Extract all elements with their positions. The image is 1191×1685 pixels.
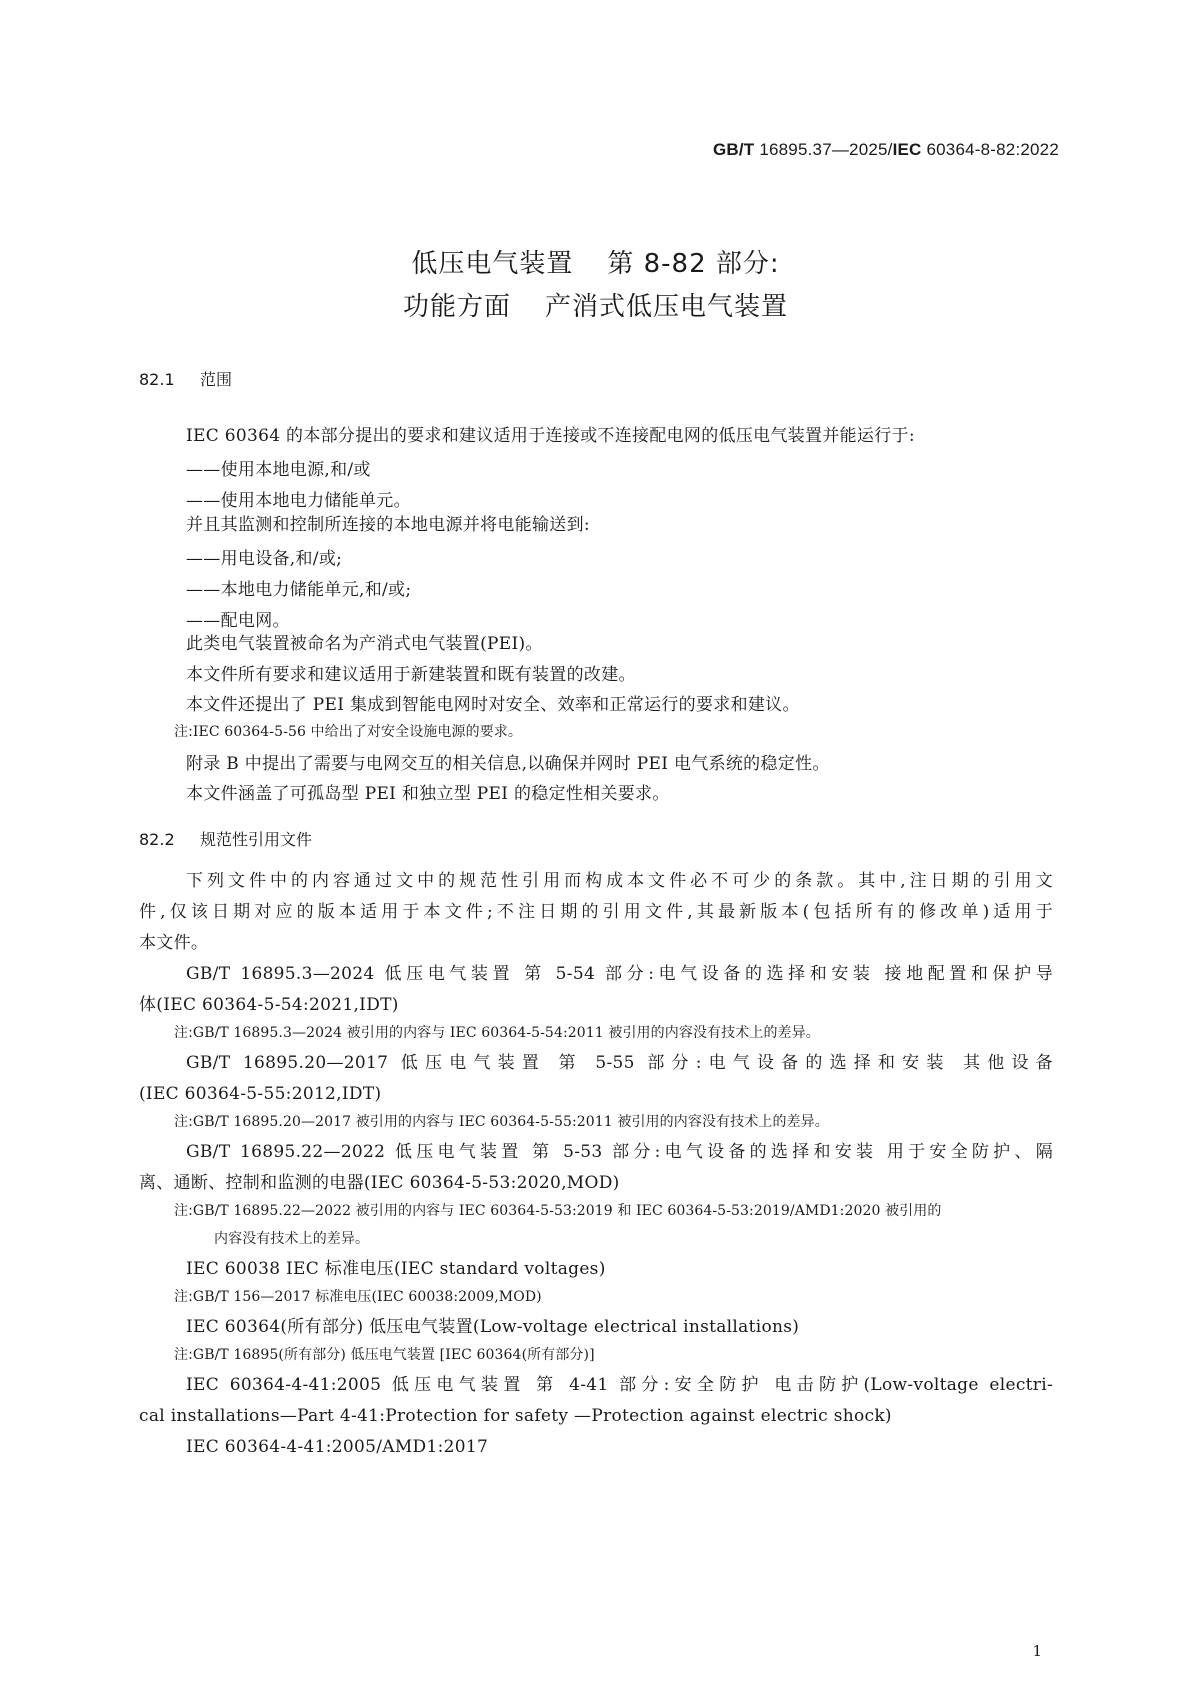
section-heading-references: [139, 827, 312, 850]
scope-paragraph: IEC 60364 的本部分提出的要求和建议适用于连接或不连接配电网的低压电气装置并能运行于:: [186, 426, 915, 446]
references-intro-line: [186, 866, 1053, 897]
references-intro-line: 件,仅该日期对应的版本适用于本文件;不注日期的引用文件,其最新版本(包括所有的修改单)适用于: [139, 902, 1053, 922]
paragraph: 本文件所有要求和建议适用于新建装置和既有装置的改建。: [186, 665, 636, 685]
section-number: 82.1: [139, 370, 175, 389]
section-number: 82.2: [139, 830, 175, 849]
note: [174, 718, 1054, 746]
code-prefix: GB/T: [712, 140, 755, 159]
note: [174, 1197, 1054, 1253]
note-text-cont: 内容没有技术上的差异。: [214, 1231, 370, 1247]
note-label: 注:: [174, 1025, 193, 1041]
paragraph: 并且其监测和控制所连接的本地电源并将电能输送到:: [186, 515, 590, 535]
note: [174, 1108, 1054, 1136]
paragraph: 本文件涵盖了可孤岛型 PEI 和独立型 PEI 的稳定性相关要求。: [186, 784, 670, 804]
reference-entry: GB/T 16895.20—2017 低压电气装置 第 5-55 部分:电气设备的选择和安装 其他设备: [186, 1053, 1053, 1073]
list-item: ——配电网。: [186, 611, 290, 631]
reference-entry-cont: 体(IEC 60364-5-54:2021,IDT): [139, 995, 399, 1015]
document-title: [0, 243, 1191, 329]
iec-prefix: IEC: [892, 140, 922, 159]
section-heading-scope: [139, 367, 232, 390]
note-label: 注:: [174, 1114, 193, 1130]
note-text: GB/T 156—2017 标准电压(IEC 60038:2009,MOD): [192, 1289, 542, 1305]
note-text: GB/T 16895(所有部分) 低压电气装置 [IEC 60364(所有部分)]: [192, 1347, 595, 1363]
references-intro-line: 本文件。: [139, 933, 209, 953]
note-label: 注:: [174, 1203, 193, 1219]
reference-entry: GB/T 16895.22—2022 低压电气装置 第 5-53 部分:电气设备的选择和安装 用于安全防护、隔: [186, 1142, 1053, 1162]
document-code: [713, 140, 1059, 160]
reference-entry: IEC 60364(所有部分) 低压电气装置(Low-voltage electrical installations): [186, 1317, 800, 1337]
note-text: GB/T 16895.22—2022 被引用的内容与 IEC 60364-5-53:2019 和 IEC 60364-5-53:2019/AMD1:2020 被引用的: [192, 1203, 942, 1219]
note-text: GB/T 16895.3—2024 被引用的内容与 IEC 60364-5-54:2011 被引用的内容没有技术上的差异。: [192, 1025, 820, 1041]
section-title: 规范性引用文件: [200, 830, 313, 849]
section-title: 范围: [200, 370, 233, 389]
code-number: 16895.37—2025/: [759, 140, 893, 159]
list-item: ——本地电力储能单元,和/或;: [186, 580, 412, 600]
note-label: 注:: [174, 1289, 193, 1305]
reference-entry-cont: cal installations—Part 4-41:Protection for safety —Protection against electric shock): [139, 1406, 892, 1426]
list-item: ——使用本地电源,和/或: [186, 460, 371, 480]
note: [174, 1283, 1054, 1311]
title-part-a: 低压电气装置: [411, 249, 574, 279]
page-number: 1: [1032, 1642, 1042, 1660]
reference-entry: IEC 60364-4-41:2005/AMD1:2017: [186, 1437, 489, 1457]
note-text: GB/T 16895.20—2017 被引用的内容与 IEC 60364-5-55:2011 被引用的内容没有技术上的差异。: [192, 1114, 829, 1130]
list-item: ——使用本地电力储能单元。: [186, 491, 411, 511]
note-text: IEC 60364-5-56 中给出了对安全设施电源的要求。: [192, 724, 523, 740]
paragraph: 附录 B 中提出了需要与电网交互的相关信息,以确保并网时 PEI 电气系统的稳定性。: [186, 754, 830, 774]
list-item: ——用电设备,和/或;: [186, 549, 343, 569]
reference-entry: IEC 60364-4-41:2005 低压电气装置 第 4-41 部分:安全防护 电击防护(Low-voltage electri-: [186, 1375, 1053, 1395]
paragraph: 本文件还提出了 PEI 集成到智能电网时对安全、效率和正常运行的要求和建议。: [186, 695, 800, 715]
subtitle-part-a: 功能方面: [402, 292, 511, 322]
reference-entry: IEC 60038 IEC 标准电压(IEC standard voltages): [186, 1259, 606, 1279]
reference-entry-cont: (IEC 60364-5-55:2012,IDT): [139, 1084, 382, 1104]
iec-number: 60364-8-82:2022: [926, 140, 1059, 159]
reference-entry: GB/T 16895.3—2024 低压电气装置 第 5-54 部分:电气设备的选择和安装 接地配置和保护导: [186, 964, 1053, 984]
paragraph: 此类电气装置被命名为产消式电气装置(PEI)。: [186, 634, 543, 654]
note: [174, 1019, 1054, 1047]
intro-line-1: 下列文件中的内容通过文中的规范性引用而构成本文件必不可少的条款。其中,注日期的引用文: [186, 871, 1053, 891]
note-label: 注:: [174, 724, 193, 740]
note: [174, 1341, 1054, 1369]
reference-entry-cont: 离、通断、控制和监测的电器(IEC 60364-5-53:2020,MOD): [139, 1173, 620, 1193]
title-part-b: 第 8-82 部分:: [607, 249, 780, 279]
subtitle-part-b: 产消式低压电气装置: [545, 292, 789, 322]
note-label: 注:: [174, 1347, 193, 1363]
